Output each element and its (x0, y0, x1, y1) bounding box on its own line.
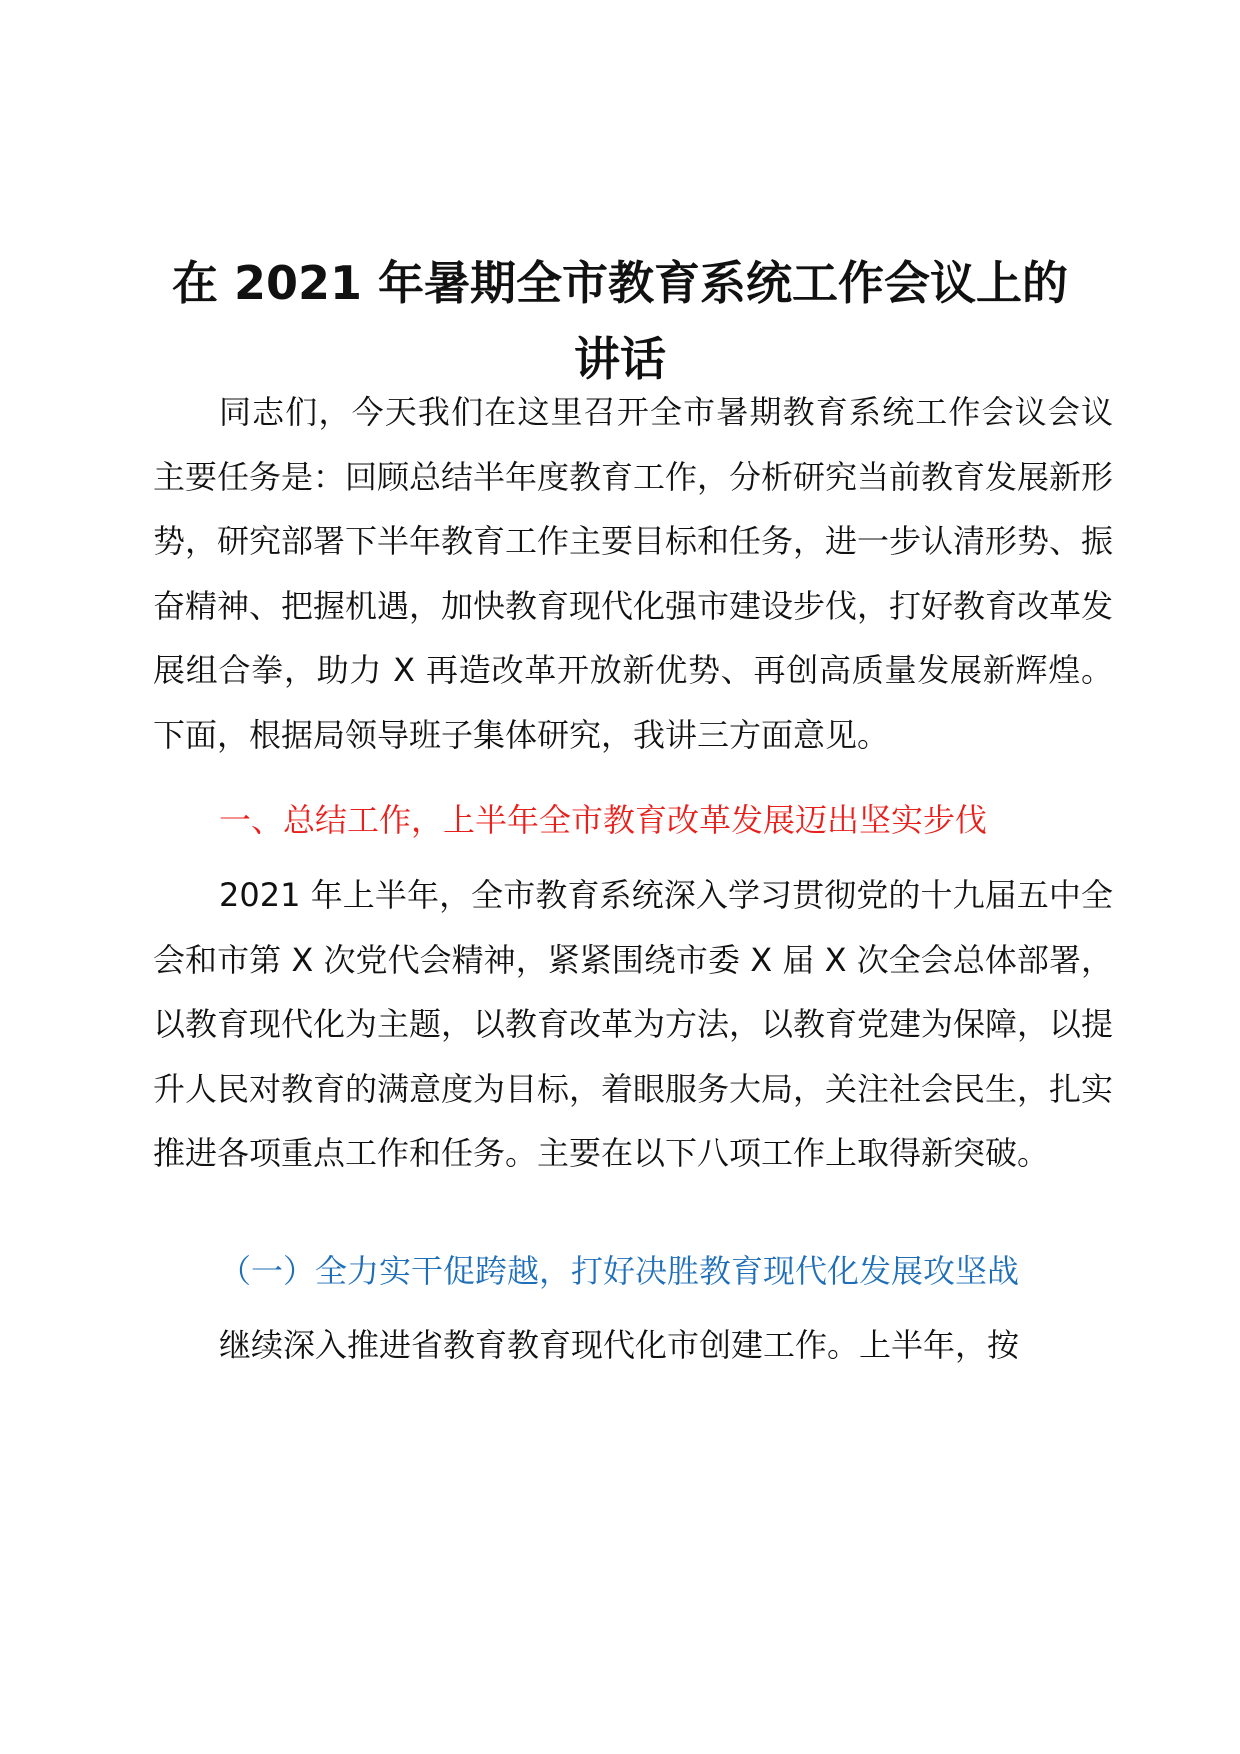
subsection-1-paragraph: 继续深入推进省教育教育现代化市创建工作。上半年，按 (219, 1326, 1020, 1364)
document-title: 在 2021 年暑期全市教育系统工作会议上的讲话 (171, 256, 1069, 386)
subsection-heading-1: （一）全力实干促跨越，打好决胜教育现代化发展攻坚战 (219, 1252, 1020, 1290)
intro-paragraph: 同志们，今天我们在这里召开全市暑期教育系统工作会议会议主要任务是：回顾总结半年度教育工作，分析研究当前教育发展新形势，研究部署下半年教育工作主要目标和任务，进一步认清形势、振奋精神、把握机遇，加快教育现代化强市建设步伐，打好教育改革发展组合拳，助力 X 再造改革开放新优势、再创高质量发展新辉煌。下面，根据局领导班子集体研究，我讲三方面意见。 (153, 393, 1114, 754)
section-heading-1: 一、总结工作，上半年全市教育改革发展迈出坚实步伐 (219, 801, 988, 839)
section-1-paragraph: 2021 年上半年，全市教育系统深入学习贯彻党的十九届五中全会和市第 X 次党代会精神，紧紧围绕市委 X 届 X 次全会总体部署，以教育现代化为主题，以教育改革为方法，以教育党建为保障，以提升人民对教育的满意度为目标，着眼服务大局，关注社会民生，扎实推进各项重点工作和任务。主要在以下八项工作上取得新突破。 (153, 876, 1114, 1172)
